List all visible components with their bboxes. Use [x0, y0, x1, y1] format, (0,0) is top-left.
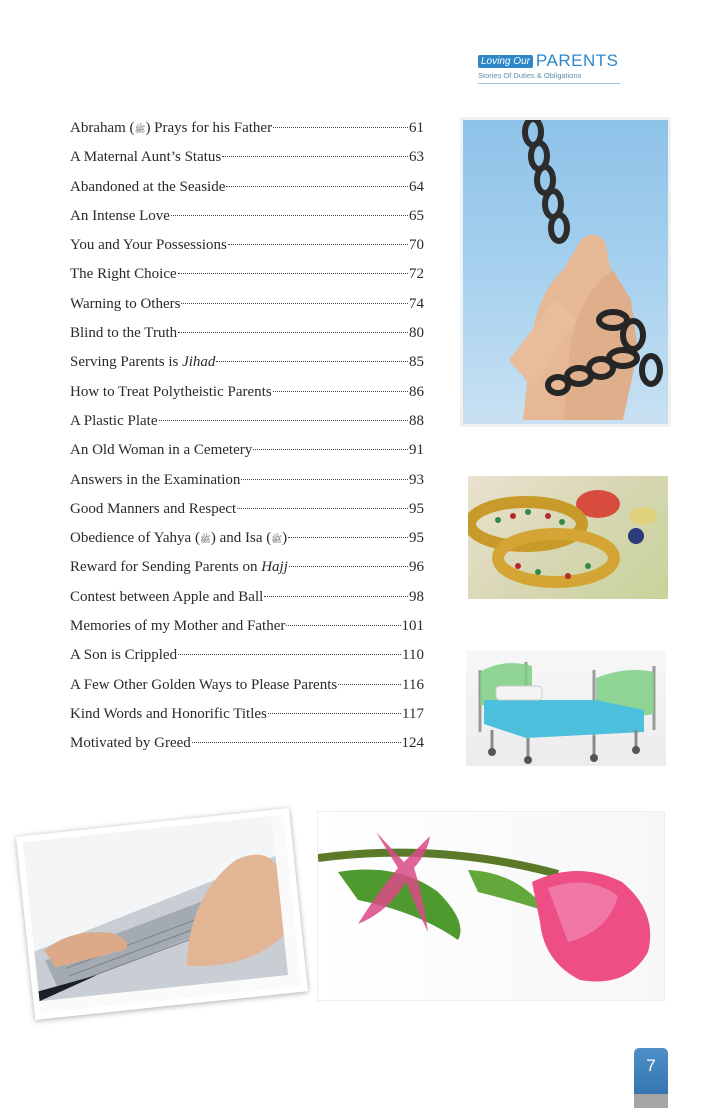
toc-entry-pre: How to Treat Polytheistic Parents — [70, 383, 272, 400]
toc-entry-page: 116 — [402, 676, 424, 693]
toc-entry-post: ) Prays for his Father — [145, 120, 273, 136]
toc-entry — [70, 466, 424, 495]
toc-entry-title — [70, 202, 170, 231]
toc-entry-page: 70 — [409, 237, 424, 254]
toc-leader-dots — [159, 420, 409, 421]
toc-entry-title — [70, 407, 158, 436]
toc-entry-page: 117 — [402, 705, 424, 722]
toc-leader-dots — [171, 215, 408, 216]
toc-entry-title — [70, 290, 180, 319]
toc-entry-page: 98 — [409, 588, 424, 605]
toc-entry-title — [70, 641, 177, 670]
toc-entry-title — [70, 671, 337, 700]
toc-leader-dots — [216, 361, 408, 362]
pink-tulip-photo — [318, 812, 664, 1000]
toc-leader-dots — [226, 186, 408, 187]
toc-entry-pre: Contest between Apple and Ball — [70, 588, 264, 605]
toc-entry-pre: You and Your Possessions — [70, 237, 227, 254]
toc-entry-pre: Kind Words and Honorific Titles — [70, 705, 267, 722]
logo-title: PARENTS — [535, 51, 619, 70]
toc-entry-title — [70, 319, 177, 348]
toc-entry-title — [70, 583, 263, 612]
toc-leader-dots — [273, 391, 408, 392]
toc-entry-page: 80 — [409, 325, 424, 342]
toc-entry — [70, 231, 424, 260]
tab-stripe — [634, 1094, 668, 1108]
toc-entry-hon2: ﷺ — [271, 534, 283, 545]
toc-entry-page: 86 — [409, 383, 424, 400]
toc-entry-page: 124 — [401, 735, 424, 752]
toc-entry — [70, 524, 424, 553]
toc-entry — [70, 553, 424, 582]
laptop-typing-photo — [16, 808, 308, 1020]
toc-entry-pre: Reward for Sending Parents on — [70, 559, 262, 576]
toc-entry — [70, 436, 424, 465]
toc-entry-page: 96 — [409, 559, 424, 576]
toc-leader-dots — [253, 449, 408, 450]
toc-entry — [70, 143, 424, 172]
toc-entry-page: 64 — [409, 178, 424, 195]
toc-entry-title — [70, 143, 221, 172]
toc-entry-pre: Answers in the Examination — [70, 471, 241, 488]
toc-entry-mid: ) and Isa ( — [210, 530, 272, 547]
toc-entry-post: ) — [282, 530, 288, 547]
toc-entry-hon: ﷺ — [134, 124, 146, 134]
toc-entry — [70, 319, 424, 348]
toc-entry-pre: A Few Other Golden Ways to Please Parents — [70, 676, 338, 693]
toc-entry-title — [70, 612, 285, 641]
toc-entry-page: 110 — [402, 647, 424, 664]
toc-entry-title — [70, 553, 288, 582]
toc-entry-page: 88 — [409, 412, 424, 429]
toc-leader-dots — [268, 713, 401, 714]
toc-entry-title — [70, 173, 225, 202]
toc-entry-page: 101 — [401, 618, 424, 635]
toc-entry-title — [70, 231, 227, 260]
toc-entry — [70, 729, 424, 758]
toc-entry-pre: Motivated by Greed — [70, 735, 191, 752]
toc-entry — [70, 407, 424, 436]
logo-badge: Loving Our — [478, 55, 533, 68]
toc-entry-page: 63 — [409, 149, 424, 166]
toc-entry — [70, 202, 424, 231]
toc-entry-pre: Abandoned at the Seaside — [70, 178, 226, 195]
toc-entry-pre: Warning to Others — [70, 295, 181, 312]
toc-entry — [70, 173, 424, 202]
toc-entry — [70, 348, 424, 377]
toc-entry-page: 72 — [409, 266, 424, 283]
toc-entry-page: 61 — [409, 120, 424, 136]
toc-entry-pre: The Right Choice — [70, 266, 177, 283]
book-logo — [478, 52, 620, 84]
hospital-beds-photo — [466, 650, 666, 766]
toc-entry-page: 91 — [409, 442, 424, 459]
toc-entry-page: 65 — [409, 207, 424, 224]
toc-entry-pre: Memories of my Mother and Father — [70, 618, 286, 635]
toc-leader-dots — [237, 508, 408, 509]
toc-leader-dots — [192, 742, 401, 743]
toc-entry-pre: Obedience of Yahya ( — [70, 530, 200, 547]
toc-entry-title — [70, 260, 177, 289]
toc-entry-pre: Abraham ( — [70, 120, 135, 136]
toc-entry — [70, 495, 424, 524]
toc-entry-pre: A Plastic Plate — [70, 412, 158, 429]
toc-entry-pre: An Old Woman in a Cemetery — [70, 442, 253, 459]
toc-leader-dots — [264, 596, 408, 597]
toc-entry-pre: Blind to the Truth — [70, 325, 178, 342]
toc-leader-dots — [286, 625, 400, 626]
toc-entry-title — [70, 495, 236, 524]
toc-entry-title — [70, 378, 272, 407]
toc-entry — [70, 583, 424, 612]
toc-entry-page: 95 — [409, 530, 424, 547]
table-of-contents — [70, 114, 424, 759]
toc-entry-page: 95 — [409, 500, 424, 517]
toc-entry-page: 74 — [409, 295, 424, 312]
page-number-tab — [634, 1048, 668, 1108]
toc-entry-italic: Hajj — [261, 559, 288, 576]
toc-leader-dots — [288, 537, 408, 538]
toc-entry-hon: ﷺ — [199, 534, 211, 545]
toc-leader-dots — [228, 244, 408, 245]
toc-entry-title — [70, 114, 272, 144]
toc-leader-dots — [222, 156, 408, 157]
toc-entry-pre: A Maternal Aunt’s Status — [70, 149, 222, 166]
toc-leader-dots — [178, 654, 401, 655]
logo-subtitle: Stories Of Duties & Obligations — [478, 71, 620, 84]
toc-leader-dots — [181, 303, 408, 304]
chained-hands-photo — [463, 120, 668, 424]
toc-entry-pre: An Intense Love — [70, 207, 170, 224]
toc-leader-dots — [273, 127, 408, 128]
toc-entry — [70, 700, 424, 729]
toc-entry-title — [70, 729, 191, 758]
toc-entry-page: 93 — [409, 471, 424, 488]
toc-entry-title — [70, 700, 267, 729]
toc-entry-pre: Good Manners and Respect — [70, 500, 237, 517]
toc-entry-italic: Jihad — [182, 354, 216, 371]
toc-leader-dots — [289, 566, 408, 567]
toc-entry-title — [70, 436, 252, 465]
toc-leader-dots — [178, 332, 408, 333]
toc-entry-title — [70, 524, 287, 554]
toc-entry-title — [70, 466, 240, 495]
toc-leader-dots — [338, 684, 401, 685]
toc-leader-dots — [241, 479, 408, 480]
toc-entry-title — [70, 348, 215, 377]
toc-entry — [70, 641, 424, 670]
toc-entry — [70, 378, 424, 407]
toc-entry — [70, 671, 424, 700]
page-number: 7 — [646, 1056, 656, 1075]
toc-entry-pre: Serving Parents is — [70, 354, 183, 371]
toc-entry — [70, 290, 424, 319]
toc-leader-dots — [178, 273, 408, 274]
toc-entry — [70, 114, 424, 143]
gold-bracelets-photo — [468, 476, 668, 599]
toc-entry — [70, 260, 424, 289]
toc-entry-page: 85 — [409, 354, 424, 371]
toc-entry-pre: A Son is Crippled — [70, 647, 178, 664]
toc-entry — [70, 612, 424, 641]
